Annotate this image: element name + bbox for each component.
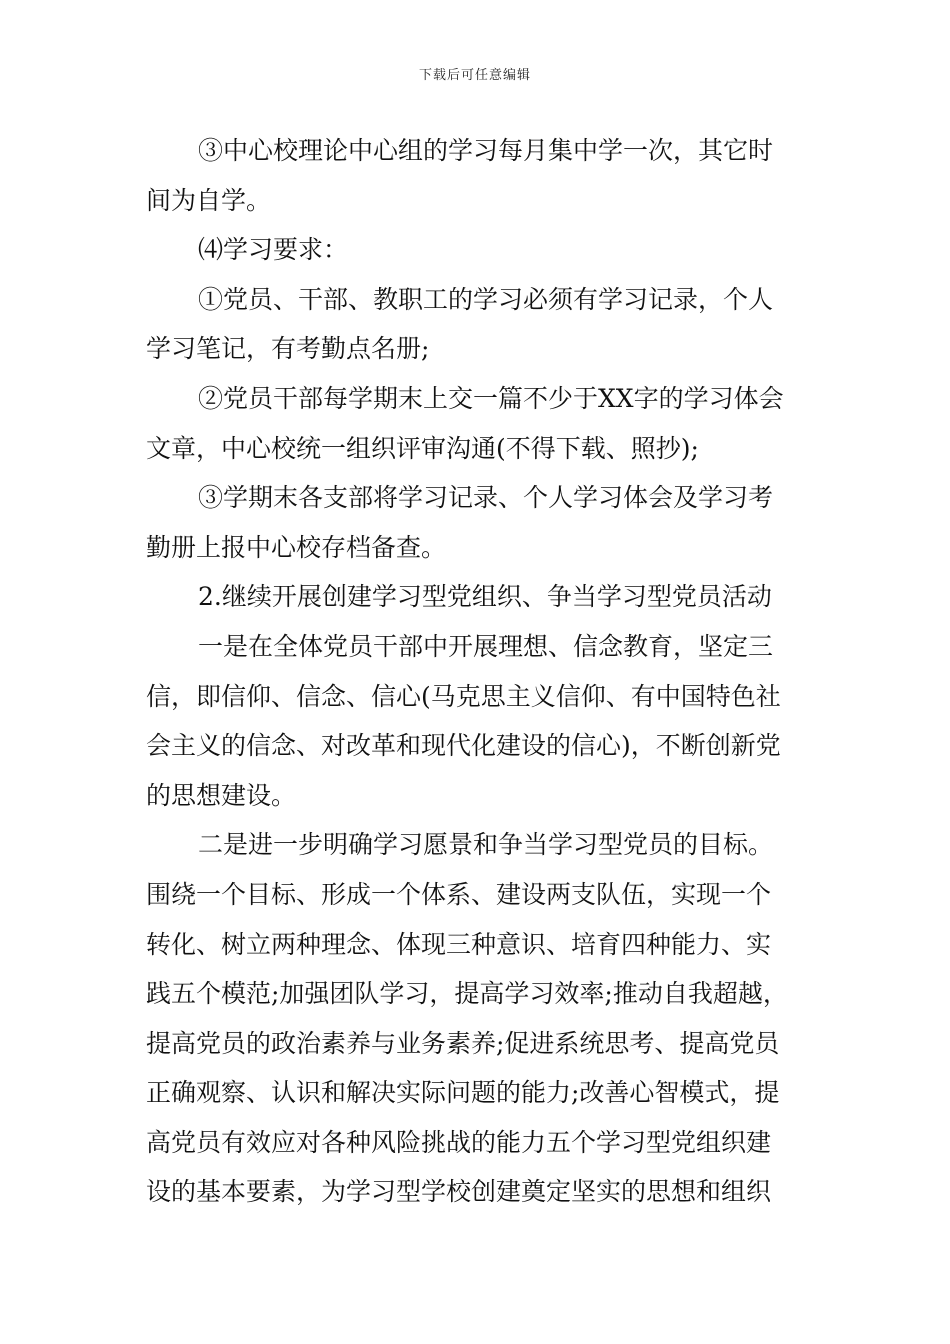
- paragraph-line: 高党员有效应对各种风险挑战的能力五个学习型党组织建: [146, 1127, 772, 1157]
- paragraph-line: ②党员干部每学期末上交一篇不少于XX字的学习体会: [198, 383, 784, 413]
- section-heading: ⑷学习要求：: [198, 235, 349, 265]
- paragraph-line: 践五个模范;加强团队学习，提高学习效率;推动自我超越，: [146, 979, 788, 1009]
- paragraph-line: 信，即信仰、信念、信心(马克思主义信仰、有中国特色社: [146, 681, 781, 711]
- paragraph-line: 二是进一步明确学习愿景和争当学习型党员的目标。: [198, 830, 774, 860]
- paragraph-line: 一是在全体党员干部中开展理想、信念教育，坚定三: [198, 631, 774, 661]
- document-body: [146, 126, 808, 1217]
- paragraph-line: 围绕一个目标、形成一个体系、建设两支队伍，实现一个: [146, 879, 772, 909]
- paragraph-line: 转化、树立两种理念、体现三种意识、培育四种能力、实: [146, 929, 772, 959]
- paragraph-line: ①党员、干部、教职工的学习必须有学习记录，个人: [198, 284, 774, 314]
- paragraph-line: ③中心校理论中心组的学习每月集中学一次，其它时: [198, 136, 774, 165]
- paragraph-line: 学习笔记，有考勤点名册;: [146, 334, 430, 364]
- paragraph-line: 设的基本要素，为学习型学校创建奠定坚实的思想和组织: [146, 1177, 772, 1207]
- page-header: 下载后可任意编辑: [418, 68, 531, 83]
- paragraph-line: 提高党员的政治素养与业务素养;促进系统思考、提高党员: [146, 1028, 780, 1058]
- paragraph-line: 正确观察、认识和解决实际问题的能力;改善心智模式，提: [146, 1078, 780, 1108]
- paragraph-line: 勤册上报中心校存档备查。: [146, 532, 447, 562]
- paragraph-line: ③学期末各支部将学习记录、个人学习体会及学习考: [198, 483, 774, 513]
- paragraph-line: 文章，中心校统一组织评审沟通(不得下载、照抄);: [146, 433, 699, 463]
- paragraph-line: 间为自学。: [146, 185, 272, 215]
- section-heading: 2.继续开展创建学习型党组织、争当学习型党员活动: [198, 582, 772, 612]
- paragraph-line: 会主义的信念、对改革和现代化建设的信心)，不断创新党: [146, 731, 781, 761]
- paragraph-line: 的思想建设。: [146, 780, 297, 810]
